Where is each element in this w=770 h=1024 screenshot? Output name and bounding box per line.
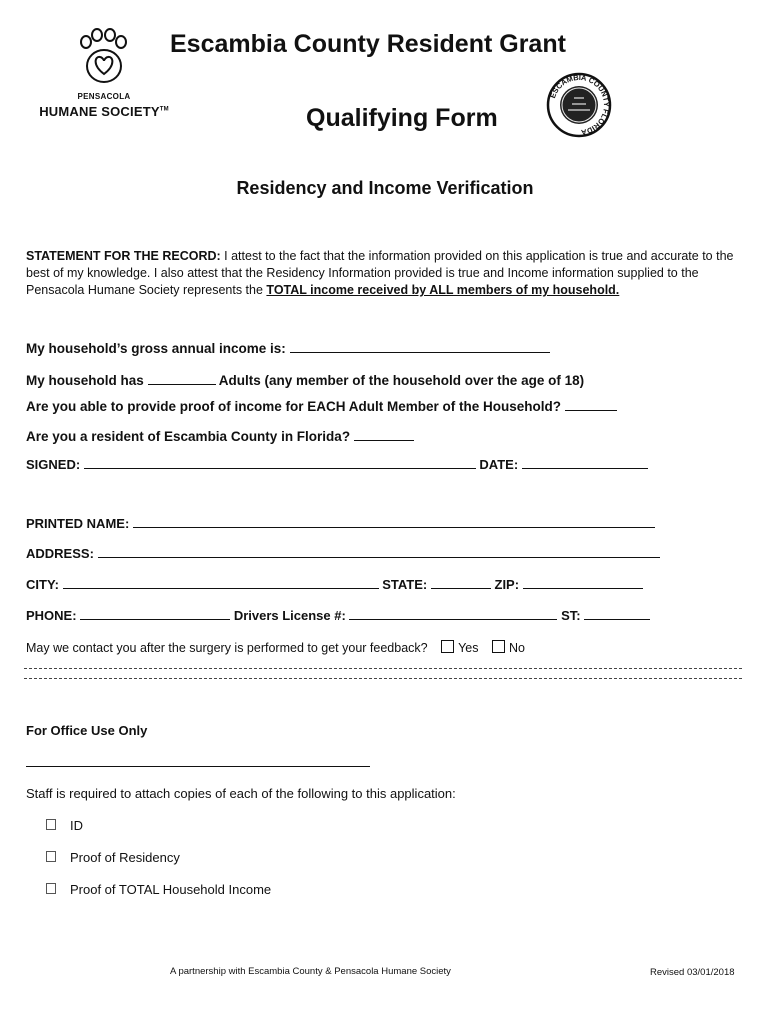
logo-small-text: PENSACOLA bbox=[77, 92, 131, 101]
state-label: STATE: bbox=[382, 577, 428, 592]
zip-label: ZIP: bbox=[494, 577, 520, 592]
office-signature-line[interactable] bbox=[26, 766, 370, 767]
id-checkbox[interactable] bbox=[46, 819, 56, 830]
signed-row bbox=[26, 456, 648, 472]
city-row bbox=[26, 576, 643, 592]
date-label: DATE: bbox=[479, 457, 519, 472]
drivers-license-label: Drivers License #: bbox=[233, 608, 346, 623]
footer-revised: Revised 03/01/2018 bbox=[650, 967, 735, 978]
address-label: ADDRESS: bbox=[26, 546, 94, 561]
adults-count-input[interactable] bbox=[148, 372, 216, 385]
income-input[interactable] bbox=[290, 340, 550, 353]
divider-bottom bbox=[24, 678, 742, 679]
adults-label-pre: My household has bbox=[26, 373, 144, 388]
phone-label: PHONE: bbox=[26, 608, 77, 623]
attachment-item-residency bbox=[46, 850, 180, 865]
date-field[interactable] bbox=[522, 456, 648, 469]
income-label: My household’s gross annual income is: bbox=[26, 341, 286, 356]
no-label: No bbox=[508, 641, 525, 655]
resident-answer-input[interactable] bbox=[354, 428, 414, 441]
logo-big-text: HUMANE SOCIETY™ bbox=[39, 104, 169, 119]
county-seal-icon bbox=[546, 72, 612, 138]
income-checkbox[interactable] bbox=[46, 883, 56, 894]
statement-body: I attest to the fact that the information provided on this application is true and accurate to the best of my knowledge. I also attest that the Residency Information provided is true and Income information supplied to the Pensacola Humane Society represents the bbox=[26, 249, 734, 297]
divider-top bbox=[24, 668, 742, 669]
footer-partnership: A partnership with Escambia County & Pensacola Humane Society bbox=[170, 966, 451, 977]
office-use-title: For Office Use Only bbox=[26, 723, 148, 738]
printed-name-label: PRINTED NAME: bbox=[26, 516, 130, 531]
phone-field[interactable] bbox=[80, 607, 230, 620]
phone-row bbox=[26, 607, 650, 623]
signature-field[interactable] bbox=[84, 456, 476, 469]
staff-note: Staff is required to attach copies of each of the following to this application: bbox=[26, 786, 456, 801]
form-title: Escambia County Resident Grant bbox=[170, 30, 566, 58]
contact-row bbox=[26, 640, 525, 655]
contact-question: May we contact you after the surgery is performed to get your feedback? bbox=[26, 641, 428, 655]
drivers-license-field[interactable] bbox=[349, 607, 557, 620]
resident-label: Are you a resident of Escambia County in Florida? bbox=[26, 429, 351, 444]
attachment-label: Proof of Residency bbox=[70, 850, 180, 865]
no-checkbox[interactable] bbox=[492, 640, 505, 653]
adults-question bbox=[26, 372, 584, 388]
yes-checkbox[interactable] bbox=[441, 640, 454, 653]
address-field[interactable] bbox=[98, 545, 660, 558]
city-field[interactable] bbox=[63, 576, 379, 589]
attachment-item-income bbox=[46, 882, 271, 897]
proof-label: Are you able to provide proof of income for EACH Adult Member of the Household? bbox=[26, 399, 562, 414]
proof-answer-input[interactable] bbox=[565, 398, 617, 411]
escambia-county-seal bbox=[546, 72, 612, 138]
adults-label-post: Adults (any member of the household over the age of 18) bbox=[218, 373, 585, 388]
city-label: CITY: bbox=[26, 577, 59, 592]
st-label: ST: bbox=[561, 608, 581, 623]
state-field[interactable] bbox=[431, 576, 491, 589]
address-row bbox=[26, 545, 660, 561]
income-question bbox=[26, 340, 550, 356]
statement-paragraph bbox=[26, 248, 748, 299]
printed-name-field[interactable] bbox=[133, 515, 655, 528]
resident-question bbox=[26, 428, 414, 444]
attachment-label: ID bbox=[70, 818, 83, 833]
zip-field[interactable] bbox=[523, 576, 643, 589]
yes-label: Yes bbox=[458, 641, 479, 655]
statement-lead: STATEMENT FOR THE RECORD: bbox=[26, 249, 221, 263]
attachment-label: Proof of TOTAL Household Income bbox=[70, 882, 272, 897]
paw-heart-icon bbox=[78, 28, 130, 86]
signed-label: SIGNED: bbox=[26, 457, 81, 472]
residency-checkbox[interactable] bbox=[46, 851, 56, 862]
proof-question bbox=[26, 398, 617, 414]
section-title: Residency and Income Verification bbox=[236, 178, 534, 198]
seal-text: ESCAMBIA COUNTY FLORIDA bbox=[548, 72, 612, 137]
attachment-item-id bbox=[46, 818, 83, 833]
st-field[interactable] bbox=[584, 607, 650, 620]
printed-name-row bbox=[26, 515, 655, 531]
humane-society-logo bbox=[34, 28, 174, 124]
form-subtitle: Qualifying Form bbox=[306, 104, 498, 132]
statement-emphasis: TOTAL income received by ALL members of my household. bbox=[266, 283, 620, 297]
